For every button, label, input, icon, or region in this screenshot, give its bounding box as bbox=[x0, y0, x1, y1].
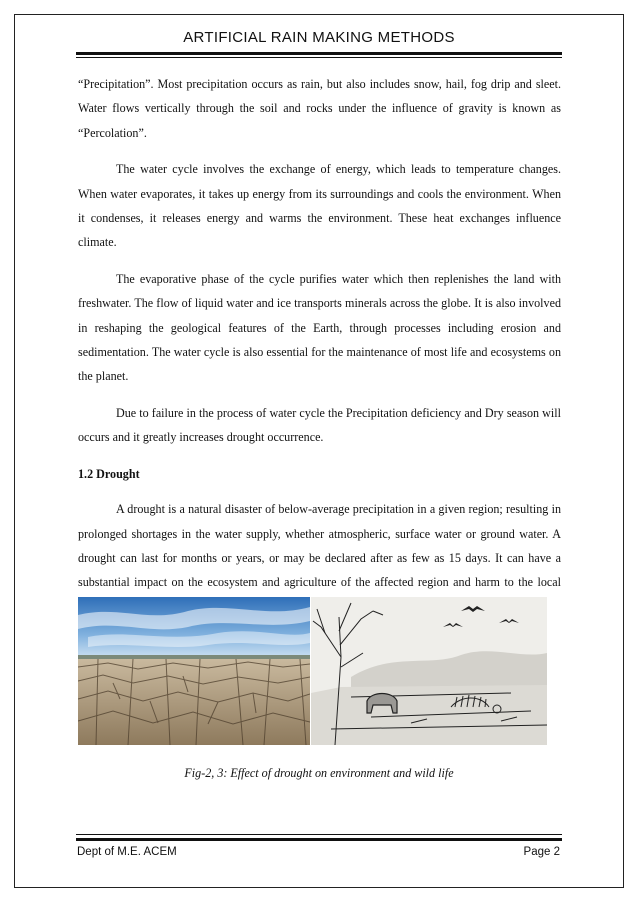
footer-rule bbox=[76, 838, 562, 841]
body-text bbox=[78, 72, 561, 631]
paragraph: The water cycle involves the exchange of energy, which leads to temperature changes. When water evaporates, it takes up energy from its surroundings and cools the environment. When it condenses, it releases energy and warms the environment. These heat exchanges influence climate. bbox=[78, 162, 561, 250]
footer-department: Dept of M.E. ACEM bbox=[77, 846, 177, 858]
figure-caption: Fig-2, 3: Effect of drought on environment and wild life bbox=[184, 766, 454, 780]
page-header-title: ARTIFICIAL RAIN MAKING METHODS bbox=[183, 29, 455, 46]
paragraph: Due to failure in the process of water cycle the Precipitation deficiency and Dry season will occurs and it greatly increases drought occurrence. bbox=[78, 405, 561, 445]
drought-cracked-earth-photo bbox=[78, 597, 310, 745]
drought-wildlife-sketch bbox=[311, 597, 547, 745]
section-heading: 1.2 Drought bbox=[78, 466, 140, 481]
header-rule-thin bbox=[76, 57, 562, 58]
header-rule bbox=[76, 52, 562, 55]
figure bbox=[78, 597, 547, 745]
paragraph: A drought is a natural disaster of below-average precipitation in a given region; resulting in prolonged shortages in the water supply, whether atmospheric, surface water or ground water. A drought can last for months or years, or may be declared after as few as 15 days. It can have a substantial impact on the ecosystem and agriculture of the affected region and harm to the local bbox=[78, 502, 561, 590]
paragraph: “Precipitation”. Most precipitation occurs as rain, but also includes snow, hail, fog drip and sleet. Water flows vertically through the soil and rocks under the influence of gravity is known as “Percolation”. bbox=[78, 77, 561, 140]
footer-rule-thin bbox=[76, 834, 562, 835]
paragraph: The evaporative phase of the cycle purifies water which then replenishes the land with freshwater. The flow of liquid water and ice transports minerals across the globe. It is also involved in reshaping the geological features of the Earth, through processes including erosion and sedimentation. The water cycle is also essential for the maintenance of most life and ecosystems on the planet. bbox=[78, 271, 561, 384]
footer-page-number: Page 2 bbox=[523, 846, 560, 858]
